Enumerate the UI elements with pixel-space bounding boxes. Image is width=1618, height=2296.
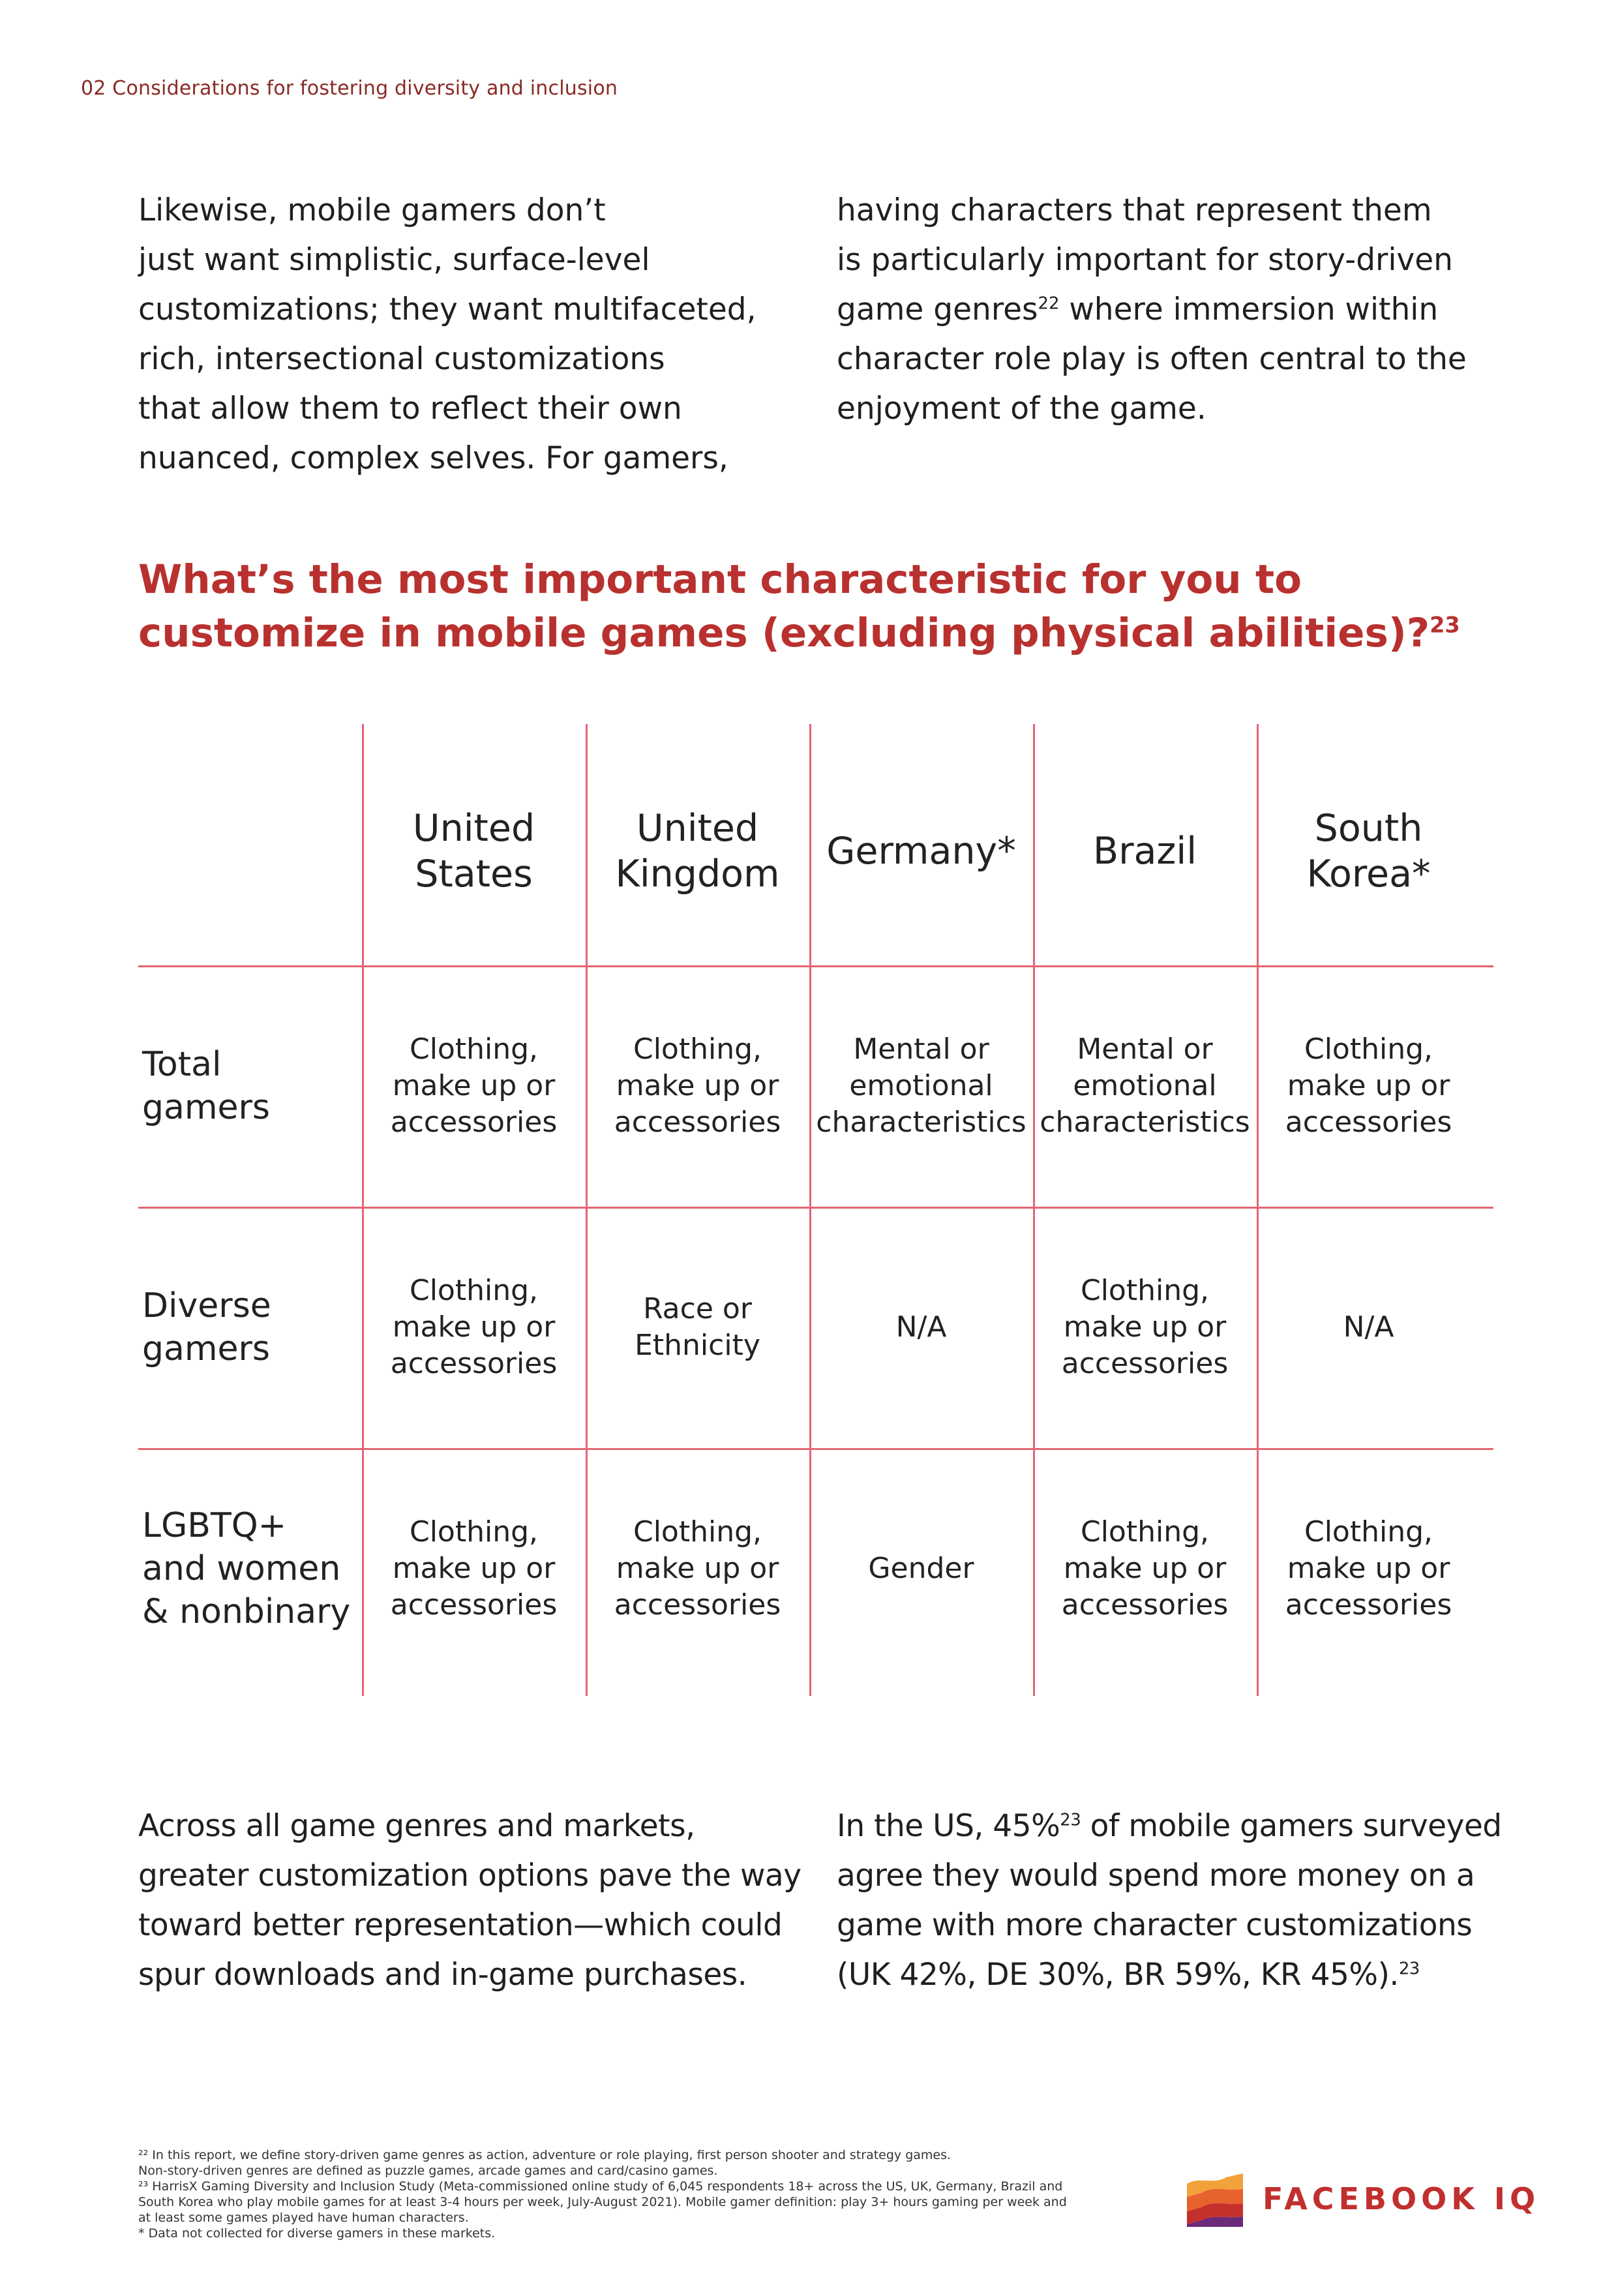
outro-right-line: game with more character customizations — [837, 1907, 1473, 1943]
intro-right-line: game genres$^{22}$ where immersion within — [837, 292, 1439, 327]
results-table — [138, 724, 1493, 1696]
outro-left-line: toward better representation—which could — [138, 1907, 783, 1943]
outro-right-line: (UK 42%, DE 30%, BR 59%, KR 45%).$^{23}$ — [837, 1957, 1420, 1993]
intro-right-column — [837, 186, 1508, 434]
table-cell: Mental or emotional characteristics — [816, 1033, 1026, 1139]
table-column-header: Germany* — [826, 830, 1016, 873]
table-column-header: United States — [412, 807, 535, 896]
table-column-header: United Kingdom — [615, 807, 780, 896]
table-row-header: Diverse gamers — [142, 1286, 271, 1368]
table-row-header: Total gamers — [142, 1045, 270, 1127]
table-cell: Clothing, make up or accessories — [614, 1033, 781, 1139]
outro-left-line: Across all game genres and markets, — [138, 1808, 695, 1844]
table-cell: Clothing, make up or accessories — [390, 1515, 558, 1622]
table-cell: Clothing, make up or accessories — [390, 1033, 558, 1139]
question-heading — [138, 553, 1508, 660]
footnote-line: * Data not collected for diverse gamers in these markets. — [138, 2226, 496, 2241]
footnote-line: Non-story-driven genres are defined as puzzle games, arcade games and card/casino games. — [138, 2164, 718, 2178]
intro-left-column — [138, 186, 790, 483]
outro-left-line: spur downloads and in-game purchases. — [138, 1957, 747, 1993]
table-row-header: LGBTQ+ and women & nonbinary — [142, 1506, 351, 1631]
facebook-iq-logo-icon — [1187, 2171, 1243, 2227]
intro-left-line: customizations; they want multifaceted, — [138, 292, 757, 327]
intro-left-line: Likewise, mobile gamers don’t — [138, 192, 606, 228]
footnote-ref: 23 — [1430, 612, 1460, 638]
facebook-iq-logo — [1187, 2171, 1540, 2227]
footnote-ref: 23 — [1398, 1959, 1420, 1979]
footnote-ref: 23 — [1060, 1810, 1081, 1830]
outro-right-line: In the US, 45%$^{23}$ of mobile gamers surveyed — [837, 1808, 1502, 1844]
footnote-line: ²² In this report, we define story-driven game genres as action, adventure or role playing, first person shooter and strategy games. — [138, 2148, 951, 2162]
footnotes — [138, 2147, 1116, 2241]
table-cell: Clothing, make up or accessories — [1061, 1515, 1229, 1622]
question-line: customize in mobile games (excluding physical abilities)?$^{23}$ — [138, 610, 1460, 656]
table-cell: N/A — [1343, 1310, 1394, 1344]
table-cell: N/A — [895, 1310, 947, 1344]
logo-text: FACEBOOK IQ — [1263, 2181, 1540, 2216]
table-cell: Clothing, make up or accessories — [1061, 1274, 1229, 1380]
footnote-line: South Korea who play mobile games for at least 3-4 hours per week, July-August 2021). Mobile gamer definition: play 3+ hours gaming per week and — [138, 2195, 1067, 2209]
intro-right-line: enjoyment of the game. — [837, 391, 1206, 427]
table-column-header: South Korea* — [1306, 807, 1431, 896]
outro-right-column — [837, 1802, 1528, 2000]
table-cell: Clothing, make up or accessories — [1285, 1515, 1452, 1622]
outro-left-line: greater customization options pave the way — [138, 1858, 802, 1894]
intro-right-line: is particularly important for story-driven — [837, 242, 1453, 278]
footnote-line: ²³ HarrisX Gaming Diversity and Inclusion Study (Meta-commissioned online study of 6,045 respondents 18+ across the US, UK, Germany, Brazil and — [138, 2179, 1063, 2194]
table-cell: Race or Ethnicity — [635, 1292, 760, 1362]
table-cell: Clothing, make up or accessories — [1285, 1033, 1452, 1139]
outro-left-column — [138, 1802, 830, 2000]
outro-right-line: agree they would spend more money on a — [837, 1858, 1475, 1894]
question-line: What’s the most important characteristic for you to — [138, 556, 1302, 603]
intro-right-line: having characters that represent them — [837, 192, 1432, 228]
section-header: 02 Considerations for fostering diversity and inclusion — [81, 77, 618, 100]
table-cell: Gender — [868, 1552, 974, 1585]
intro-right-line: character role play is often central to the — [837, 341, 1467, 377]
footnote-ref: 22 — [1038, 294, 1060, 314]
footnote-line: at least some games played have human characters. — [138, 2211, 469, 2225]
intro-left-line: that allow them to reflect their own — [138, 391, 682, 427]
intro-left-line: just want simplistic, surface-level — [138, 242, 650, 278]
table-cell: Mental or emotional characteristics — [1040, 1033, 1250, 1139]
table-cell: Clothing, make up or accessories — [614, 1515, 781, 1622]
intro-left-line: rich, intersectional customizations — [138, 341, 665, 377]
intro-left-line: nuanced, complex selves. For gamers, — [138, 440, 728, 476]
table-cell: Clothing, make up or accessories — [390, 1274, 558, 1380]
table-column-header: Brazil — [1092, 830, 1197, 873]
